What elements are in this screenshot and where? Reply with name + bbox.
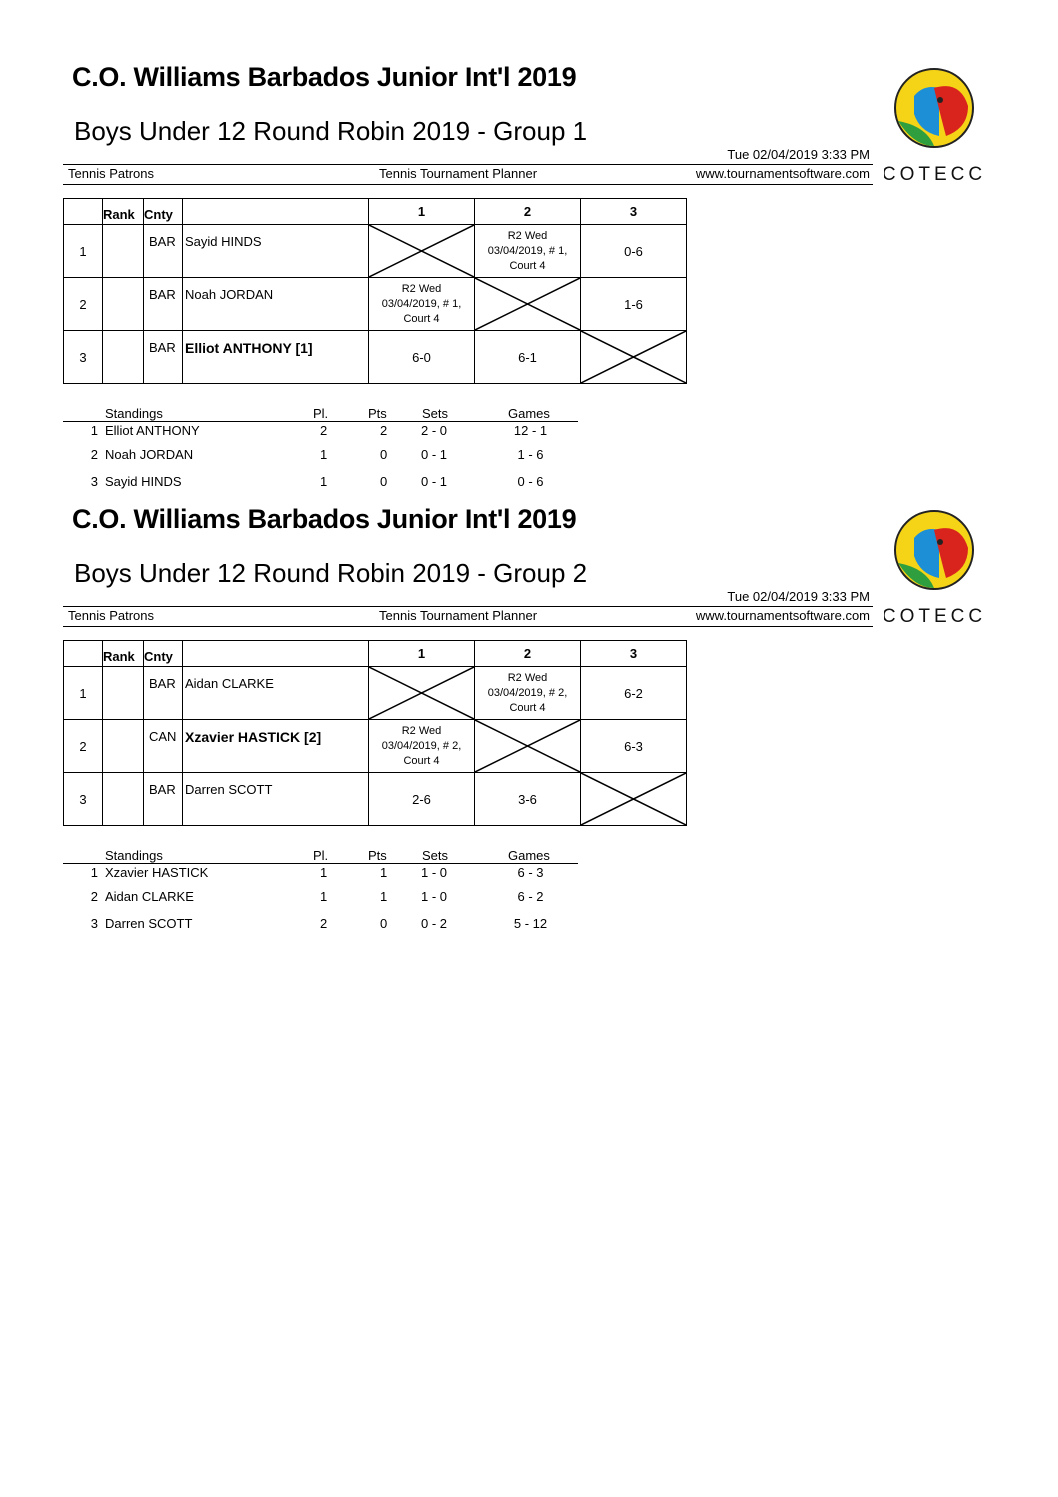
standing-sets: 0 - 2 <box>421 915 448 931</box>
standing-played: 1 <box>320 889 328 904</box>
standings-header <box>63 845 578 864</box>
match-cell[interactable] <box>475 331 581 384</box>
cotecc-logo <box>884 508 988 630</box>
standings-row <box>63 886 578 913</box>
standing-points: 1 <box>380 889 388 904</box>
cotecc-logo <box>884 66 988 188</box>
schedule-line: Court 4 <box>403 754 440 767</box>
standing-played: 1 <box>320 473 328 489</box>
header-mid-text: Tennis Tournament Planner <box>379 608 538 623</box>
schedule-text <box>475 671 580 716</box>
country-code: BAR <box>149 340 176 355</box>
col-header-2: 2 <box>475 199 581 225</box>
standing-points: 0 <box>380 473 388 489</box>
standing-rank: 2 <box>90 889 98 904</box>
rank-header: Rank <box>103 649 135 664</box>
standing-player: Noah JORDAN <box>105 447 194 462</box>
standing-games: 0 - 6 <box>517 473 544 489</box>
header-bottom-rule <box>63 184 873 185</box>
sets-header: Sets <box>422 406 449 421</box>
draw-subtitle: Boys Under 12 Round Robin 2019 - Group 2 <box>74 558 588 588</box>
group-2 <box>0 442 1058 931</box>
standings-title: Standings <box>105 848 163 863</box>
self-match-cell <box>475 720 581 773</box>
row-number: 3 <box>64 331 103 384</box>
score-text: 0-6 <box>624 243 643 259</box>
standing-sets: 1 - 0 <box>421 865 448 880</box>
self-match-cell <box>581 331 687 384</box>
round-robin-table <box>63 198 687 384</box>
header-bottom-rule <box>63 626 873 627</box>
score-text: 6-2 <box>624 685 643 701</box>
rank-cell <box>103 331 144 384</box>
standing-games: 6 - 3 <box>517 865 544 880</box>
standing-player: Xzavier HASTICK <box>105 865 209 880</box>
standing-player: Aidan CLARKE <box>105 889 194 904</box>
row-number: 2 <box>64 720 103 773</box>
schedule-line: 03/04/2019, # 2, <box>487 686 568 699</box>
rank-cell <box>103 278 144 331</box>
logo-text: COTECC <box>884 606 987 627</box>
header-left-text: Tennis Patrons <box>68 166 154 181</box>
row-number: 3 <box>64 773 103 826</box>
player-name-seeded[interactable]: Xzavier HASTICK [2] <box>185 729 322 745</box>
schedule-line: 03/04/2019, # 2, <box>381 739 462 752</box>
country-code: BAR <box>149 782 176 797</box>
header-url-link[interactable]: www.tournamentsoftware.com <box>695 166 870 181</box>
standings-row <box>63 422 578 444</box>
row-number: 1 <box>64 225 103 278</box>
standing-points: 2 <box>380 423 388 438</box>
standing-played: 2 <box>320 915 328 931</box>
schedule-line: 03/04/2019, # 1, <box>381 297 462 310</box>
player-row <box>64 331 687 384</box>
rank-cell <box>103 667 144 720</box>
match-cell[interactable] <box>581 720 687 773</box>
header-url-link[interactable]: www.tournamentsoftware.com <box>695 608 870 623</box>
print-datetime: Tue 02/04/2019 3:33 PM <box>727 589 870 604</box>
col-header-3: 3 <box>581 199 687 225</box>
player-name[interactable]: Sayid HINDS <box>185 234 262 249</box>
self-match-cell <box>581 773 687 826</box>
row-number: 1 <box>64 667 103 720</box>
schedule-text <box>369 724 474 769</box>
standing-sets: 0 - 1 <box>421 447 448 462</box>
score-text: 6-1 <box>518 349 537 365</box>
standing-rank: 1 <box>90 423 98 438</box>
player-row <box>64 667 687 720</box>
schedule-line: R2 Wed <box>507 671 548 684</box>
score-text: 3-6 <box>518 791 537 807</box>
standing-rank: 3 <box>90 473 98 489</box>
self-match-cell <box>369 225 475 278</box>
header-mid-text: Tennis Tournament Planner <box>379 166 538 181</box>
col-header-1: 1 <box>369 199 475 225</box>
header-top-rule <box>63 606 873 607</box>
match-cell[interactable] <box>369 331 475 384</box>
print-datetime: Tue 02/04/2019 3:33 PM <box>727 147 870 162</box>
standings-title: Standings <box>105 406 163 421</box>
col-header-3: 3 <box>581 641 687 667</box>
rank-cell <box>103 225 144 278</box>
standing-points: 1 <box>380 865 388 880</box>
col-header-1: 1 <box>369 641 475 667</box>
standing-played: 1 <box>320 865 328 880</box>
score-text: 6-3 <box>624 738 643 754</box>
played-header: Pl. <box>313 406 329 421</box>
schedule-text <box>475 229 580 274</box>
rank-header: Rank <box>103 207 135 222</box>
match-cell[interactable] <box>369 720 475 773</box>
standing-games: 6 - 2 <box>517 889 544 904</box>
cnty-header: Cnty <box>144 207 173 222</box>
games-header: Games <box>508 848 550 863</box>
standings-table <box>63 845 578 939</box>
match-cell[interactable] <box>475 225 581 278</box>
standing-rank: 3 <box>90 915 98 931</box>
standing-games: 1 - 6 <box>517 447 544 462</box>
standing-player: Elliot ANTHONY <box>105 423 200 438</box>
standing-played: 1 <box>320 447 328 462</box>
country-code: BAR <box>149 287 176 302</box>
logo-text: COTECC <box>884 164 987 185</box>
standings-row <box>63 913 578 940</box>
rank-cell <box>103 773 144 826</box>
player-row <box>64 720 687 773</box>
match-cell[interactable] <box>369 773 475 826</box>
standing-games: 5 - 12 <box>513 915 548 931</box>
player-row <box>64 773 687 826</box>
country-code: BAR <box>149 676 176 691</box>
standing-rank: 1 <box>90 865 98 880</box>
player-name[interactable]: Darren SCOTT <box>185 782 273 797</box>
player-name-seeded[interactable]: Elliot ANTHONY [1] <box>185 340 313 356</box>
standings-row <box>63 864 578 886</box>
match-cell[interactable] <box>475 667 581 720</box>
schedule-text <box>369 282 474 327</box>
cnty-header: Cnty <box>144 649 173 664</box>
country-code: CAN <box>149 729 177 744</box>
standing-games: 12 - 1 <box>513 423 548 438</box>
standing-sets: 1 - 0 <box>421 889 448 904</box>
self-match-cell <box>369 667 475 720</box>
row-number: 2 <box>64 278 103 331</box>
group-1 <box>0 0 1058 489</box>
country-code: BAR <box>149 234 176 249</box>
standing-sets: 0 - 1 <box>421 473 448 489</box>
standing-points: 0 <box>380 915 388 931</box>
points-header: Pts <box>368 406 387 421</box>
match-cell[interactable] <box>581 278 687 331</box>
schedule-line: R2 Wed <box>401 724 442 737</box>
schedule-line: Court 4 <box>403 312 440 325</box>
header-top-rule <box>63 164 873 165</box>
match-cell[interactable] <box>581 667 687 720</box>
standing-points: 0 <box>380 447 388 462</box>
score-text: 6-0 <box>412 349 431 365</box>
points-header: Pts <box>368 848 387 863</box>
round-robin-table <box>63 640 687 826</box>
standing-rank: 2 <box>90 447 98 462</box>
draw-subtitle: Boys Under 12 Round Robin 2019 - Group 1 <box>74 116 588 146</box>
match-cell[interactable] <box>369 278 475 331</box>
standing-sets: 2 - 0 <box>421 423 448 438</box>
player-name[interactable]: Noah JORDAN <box>185 287 274 302</box>
schedule-line: R2 Wed <box>401 282 442 295</box>
schedule-line: Court 4 <box>509 259 546 272</box>
score-text: 2-6 <box>412 791 431 807</box>
schedule-line: R2 Wed <box>507 229 548 242</box>
played-header: Pl. <box>313 848 329 863</box>
header-left-text: Tennis Patrons <box>68 608 154 623</box>
self-match-cell <box>475 278 581 331</box>
match-cell[interactable] <box>475 773 581 826</box>
standing-player: Sayid HINDS <box>105 473 182 489</box>
match-cell[interactable] <box>581 225 687 278</box>
standings-header <box>63 403 578 422</box>
col-header-2: 2 <box>475 641 581 667</box>
player-row <box>64 278 687 331</box>
tournament-title: C.O. Williams Barbados Junior Int'l 2019 <box>72 62 577 92</box>
games-header: Games <box>508 406 550 421</box>
standing-player: Darren SCOTT <box>105 915 193 931</box>
score-text: 1-6 <box>624 296 643 312</box>
rank-cell <box>103 720 144 773</box>
schedule-line: Court 4 <box>509 701 546 714</box>
schedule-line: 03/04/2019, # 1, <box>487 244 568 257</box>
player-row <box>64 225 687 278</box>
player-name[interactable]: Aidan CLARKE <box>185 676 274 691</box>
sets-header: Sets <box>422 848 449 863</box>
tournament-title: C.O. Williams Barbados Junior Int'l 2019 <box>72 504 577 534</box>
standing-played: 2 <box>320 423 328 438</box>
